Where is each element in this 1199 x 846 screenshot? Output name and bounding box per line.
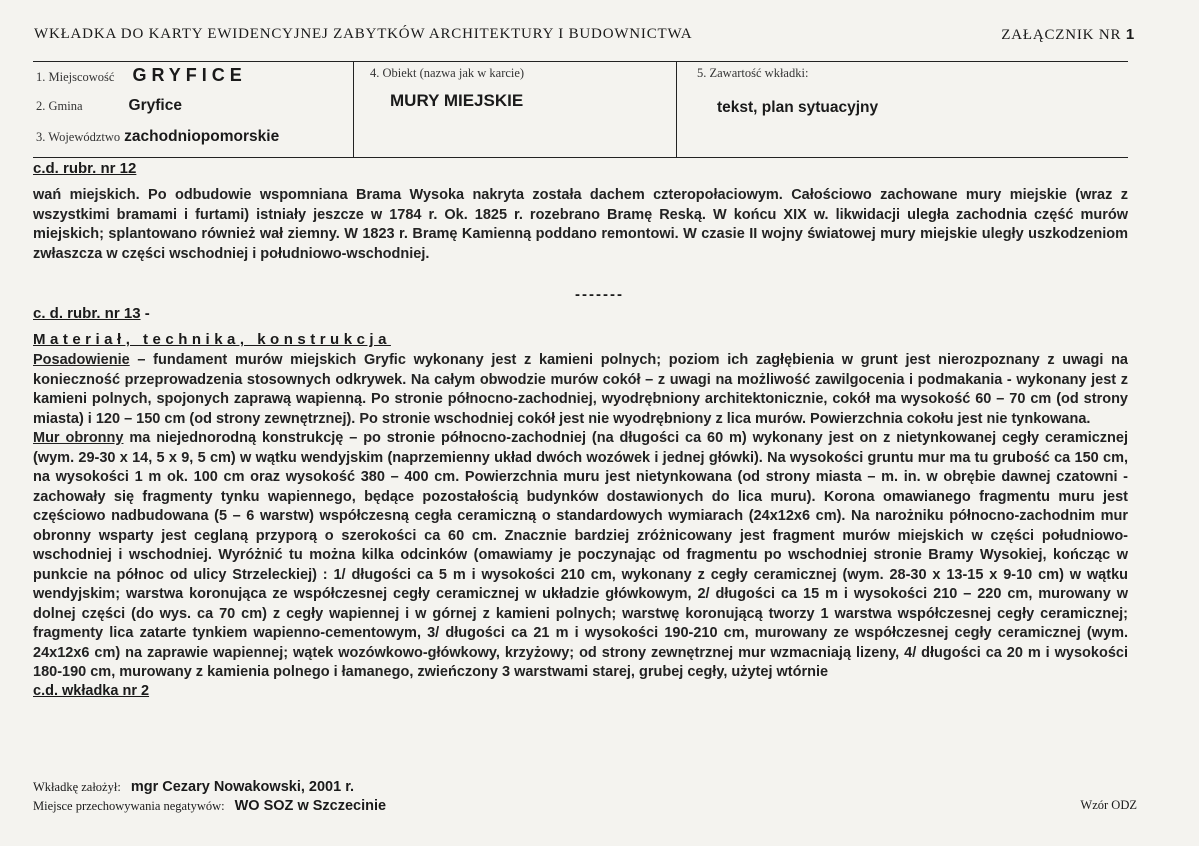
continuation-note: c.d. wkładka nr 2 xyxy=(33,682,150,699)
label-wojewodztwo: 3. Województwo xyxy=(36,130,121,144)
label-obiekt: 4. Obiekt (nazwa jak w karcie) xyxy=(370,66,525,80)
header-fields-box xyxy=(33,61,1128,158)
value-gmina: Gryfice xyxy=(128,97,182,114)
posadowienie-paragraph xyxy=(33,351,1128,429)
attachment-no: 1 xyxy=(1125,26,1135,43)
attachment-number xyxy=(1001,26,1135,44)
section-12-heading: c.d. rubr. nr 12 xyxy=(33,160,137,177)
page-header xyxy=(34,26,1135,44)
section-13-heading: c. d. rubr. nr 13 xyxy=(33,305,141,322)
section-13-heading-suffix: - xyxy=(144,305,150,322)
footer-author xyxy=(33,779,354,795)
value-wojewodztwo: zachodniopomorskie xyxy=(124,128,280,145)
mur-text: ma niejednorodną konstrukcję – po stronie północno-zachodniej (na długości ca 60 m) wykonany jest on z nietynkowanej cegły ceramicznej (wym. 29-30 x 14, 5 x 9, 5 cm) w wątku wendyjskim (naprzemienny układ dwóch wozówek i jednej główki). Na wysokości gruntu mur ma tu grubość ca 150 cm, na wysokości 1 m ok. 100 cm oraz wysokość 380 – 400 cm. Powierzchnia muru jest nietynkowana (od strony miasta – m. in. w obrębie dawnej czatowni - zachowały się fragmenty tynku wapiennego, będące pozostałością budynków dostawionych do lica muru). Korona omawianego fragmentu muru jest częściowo nadbudowana (5 – 6 warstw) współczesną cegła ceramiczną o standardowych wymiarach (24x12x6 cm). Na narożniku północno-zachodnim mur obronny wsparty jest ceglaną przyporą o szerokości ca 60 cm. Znacznie bardziej zróżnicowany jest fragment murów miejskich w części południowo-wschodniej i wschodniej. Wyróżnić tu można kilka odcinków (omawiamy je poczynając od fragmentu po wschodniej stronie Bramy Wysokiej, kończąc w punkcie na północ od ulicy Strzeleckiej) : 1/ długości ca 5 m i wysokości 210 cm, wykonany z cegły ceramicznej (wym. 28-30 x 13-15 x 9-10 cm) w wątku wendyjskim; warstwa koronująca ze współczesnej cegły ceramicznej w układzie główkowym, 2/ długości ca 15 m i wysokości 210 – 220 cm, murowany w dolnej części (do wys. ca 70 cm) z cegły wapiennej i w górnej z kamieni polnych; warstwę koronującą tworzy 1 warstwa współczesnej cegły ceramicznej; fragmenty lica zatarte tynkiem wapienno-cementowym, 3/ długości ca 21 m i wysokości 190-210 cm, murowany ze współczesnej cegły ceramicznej (wym. 24x12x6 cm) na zaprawie wapiennej; wątek wozówkowo-główkowy, krzyżowy; od strony zewnętrznej mur wzmacniają lizeny, 4/ długości ca 20 m i wysokości 180-190 cm, murowany z kamienia polnego i łamanego, zwieńczony 3 warstwami starej, grubej cegły, użytej wtórnie xyxy=(33,430,1129,680)
separator: ------- xyxy=(575,286,624,303)
posadowienie-label: Posadowienie xyxy=(33,352,130,368)
form-title: WKŁADKA DO KARTY EWIDENCYJNEJ ZABYTKÓW ARCHITEKTURY I BUDOWNICTWA xyxy=(34,26,693,42)
section-13-heading-line xyxy=(33,305,1128,322)
field-gmina xyxy=(36,97,182,115)
object-column xyxy=(353,62,677,157)
label-zawartosc: 5. Zawartość wkładki: xyxy=(697,66,809,80)
label-miejscowosc: 1. Miejscowość xyxy=(36,70,115,84)
field-miejscowosc xyxy=(36,65,247,86)
value-miejscowosc: GRYFICE xyxy=(132,65,247,85)
section-12 xyxy=(33,160,1128,264)
value-obiekt: MURY MIEJSKIE xyxy=(390,91,524,110)
footer-storage xyxy=(33,798,386,814)
section-12-text: wań miejskich. Po odbudowie wspomniana Brama Wysoka nakryta została dachem czteropołaciowym. Całościowo zachowane mury miejskie (wraz z wszystkimi bramami i furtami) istniały jeszcze w 1784 r. Ok. 1825 r. rozebrano Bramę Reską. W końcu XIX w. likwidacji uległa zachodnia część murów miejskich; splantowano również wał ziemny. W 1823 r. Bramę Kamienną poddano remontowi. W czasie II wojny światowej mury miejskie uległy uszkodzeniom zwłaszcza w części wschodniej i południowo-wschodniej. xyxy=(33,187,1128,262)
label-gmina: 2. Gmina xyxy=(36,99,83,113)
section-13-subheading: Materiał, technika, konstrukcja xyxy=(33,331,391,348)
section-13 xyxy=(33,305,1128,699)
form-model: Wzór ODZ xyxy=(1080,798,1137,812)
mur-paragraph xyxy=(33,429,1128,683)
mur-label: Mur obronny xyxy=(33,430,124,446)
value-zawartosc: tekst, plan sytuacyjny xyxy=(717,99,879,116)
location-column xyxy=(33,62,353,157)
attachment-label: ZAŁĄCZNIK NR xyxy=(1001,27,1122,43)
field-wojewodztwo xyxy=(36,128,279,146)
posadowienie-text: – fundament murów miejskich Gryfic wykonany jest z kamieni polnych; poziom ich zagłębienia w grunt jest nierozpoznany z uwagi na konieczność przeprowadzenia stosownych odkrywek. Na całym obwodzie murów cokół – z uwagi na możliwość zawilgocenia i podmakania - wykonany jest z kamieni polnych, spojonych zaprawą wapienną. Po stronie północno-zachodniej, wyodrębniony architektonicznie, cokół ma wysokość 60 – 70 cm (od strony miasta) i 120 – 150 cm (od strony zewnętrznej). Po stronie wschodniej cokół jest nie wyodrębniony z lica murów. Powierzchnia cokołu jest nie tynkowana. xyxy=(33,352,1128,427)
author-label: Wkładkę założył: xyxy=(33,780,121,794)
storage-value: WO SOZ w Szczecinie xyxy=(234,798,387,814)
storage-label: Miejsce przechowywania negatywów: xyxy=(33,799,225,813)
author-value: mgr Cezary Nowakowski, 2001 r. xyxy=(130,779,355,795)
content-column xyxy=(677,62,1128,157)
